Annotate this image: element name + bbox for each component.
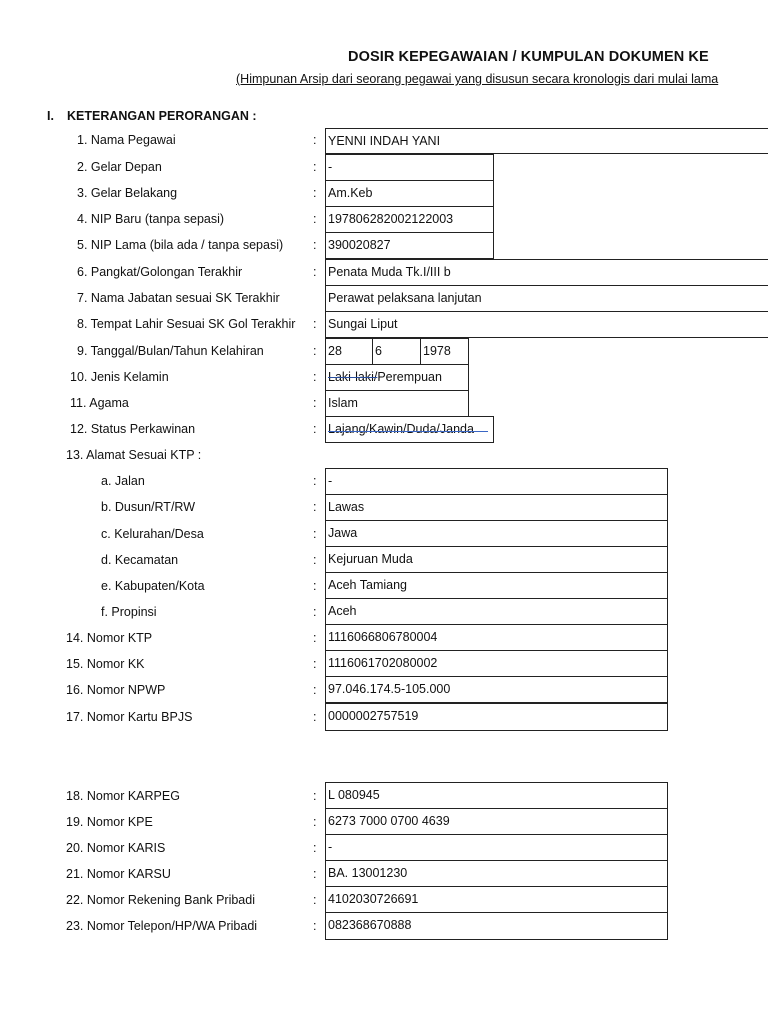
label-nomor-rekening: 22. Nomor Rekening Bank Pribadi: [66, 893, 255, 907]
value-nama-jabatan: Perawat pelaksana lanjutan: [325, 285, 768, 312]
label-nomor-karis: 20. Nomor KARIS: [66, 841, 166, 855]
value-tahun: 1978: [420, 338, 469, 365]
label-nomor-karpeg: 18. Nomor KARPEG: [66, 789, 180, 803]
section-title: KETERANGAN PERORANGAN :: [67, 109, 257, 123]
label-nomor-kpe: 19. Nomor KPE: [66, 815, 153, 829]
section-heading: [47, 109, 257, 123]
label-tempat-lahir: 8. Tempat Lahir Sesuai SK Gol Terakhir: [77, 317, 296, 331]
value-gelar-belakang: Am.Keb: [325, 180, 494, 207]
colon: :: [313, 160, 317, 174]
colon: :: [313, 789, 317, 803]
label-nip-lama: 5. NIP Lama (bila ada / tanpa sepasi): [77, 238, 284, 252]
label-status-perkawinan: 12. Status Perkawinan: [70, 422, 196, 436]
label-agama: 11. Agama: [70, 396, 129, 410]
value-nomor-ktp: 1116066806780004: [325, 624, 668, 651]
colon: :: [313, 841, 317, 855]
colon: :: [313, 710, 317, 724]
value-dusun: Lawas: [325, 494, 668, 521]
value-kelurahan: Jawa: [325, 520, 668, 547]
colon: :: [313, 657, 317, 671]
value-nomor-rekening: 4102030726691: [325, 886, 668, 913]
colon: :: [313, 422, 317, 436]
selected-option: Perempuan: [377, 370, 442, 384]
colon: :: [313, 867, 317, 881]
value-tanggal: 28: [325, 338, 373, 365]
value-gelar-depan: -: [325, 154, 494, 181]
colon: :: [313, 133, 317, 147]
document-title: DOSIR KEPEGAWAIAN / KUMPULAN DOKUMEN KE: [348, 49, 709, 65]
value-pangkat-golongan: Penata Muda Tk.I/III b: [325, 259, 768, 286]
value-bulan: 6: [372, 338, 421, 365]
label-jenis-kelamin: 10. Jenis Kelamin: [70, 370, 169, 384]
label-nip-baru: 4. NIP Baru (tanpa sepasi): [77, 212, 225, 226]
handwritten-strike-mark: [328, 431, 488, 432]
value-nomor-karpeg: L 080945: [325, 782, 668, 809]
colon: :: [313, 265, 317, 279]
value-nomor-npwp: 97.046.174.5-105.000: [325, 676, 668, 703]
value-tempat-lahir: Sungai Liput: [325, 311, 768, 338]
value-kecamatan: Kejuruan Muda: [325, 546, 668, 573]
section-number: I.: [47, 109, 54, 123]
colon: :: [313, 500, 317, 514]
colon: :: [313, 553, 317, 567]
label-nomor-bpjs: 17. Nomor Kartu BPJS: [66, 710, 193, 724]
value-nama-pegawai: YENNI INDAH YANI: [325, 128, 768, 154]
label-kecamatan: d. Kecamatan: [101, 553, 179, 567]
value-agama: Islam: [325, 390, 469, 417]
label-dusun: b. Dusun/RT/RW: [101, 500, 196, 514]
colon: :: [313, 474, 317, 488]
label-tanggal-lahir: 9. Tanggal/Bulan/Tahun Kelahiran: [77, 344, 264, 358]
label-nama-pegawai: 1. Nama Pegawai: [77, 133, 176, 147]
colon: :: [313, 527, 317, 541]
value-nomor-bpjs: 0000002757519: [325, 703, 668, 731]
label-nomor-ktp: 14. Nomor KTP: [66, 631, 153, 645]
label-kabupaten: e. Kabupaten/Kota: [101, 579, 205, 593]
label-nama-jabatan: 7. Nama Jabatan sesuai SK Terakhir: [77, 291, 280, 305]
colon: :: [313, 815, 317, 829]
value-kabupaten: Aceh Tamiang: [325, 572, 668, 599]
label-kelurahan: c. Kelurahan/Desa: [101, 527, 204, 541]
colon: :: [313, 919, 317, 933]
label-pangkat-golongan: 6. Pangkat/Golongan Terakhir: [77, 265, 243, 279]
value-jalan: -: [325, 468, 668, 495]
value-propinsi: Aceh: [325, 598, 668, 625]
value-nomor-kk: 1116061702080002: [325, 650, 668, 677]
value-nomor-telepon: 082368670888: [325, 912, 668, 940]
colon: :: [313, 186, 317, 200]
label-gelar-depan: 2. Gelar Depan: [77, 160, 162, 174]
colon: :: [313, 605, 317, 619]
label-nomor-npwp: 16. Nomor NPWP: [66, 683, 166, 697]
colon: :: [313, 631, 317, 645]
label-gelar-belakang: 3. Gelar Belakang: [77, 186, 178, 200]
colon: :: [313, 370, 317, 384]
value-nomor-kpe: 6273 7000 0700 4639: [325, 808, 668, 835]
colon: :: [313, 396, 317, 410]
colon: :: [313, 238, 317, 252]
label-nomor-telepon: 23. Nomor Telepon/HP/WA Pribadi: [66, 919, 258, 933]
struck-option: Laki-laki/: [328, 370, 378, 384]
colon: :: [313, 317, 317, 331]
value-status-perkawinan: Lajang/Kawin/Duda/Janda: [325, 416, 494, 443]
colon: :: [313, 579, 317, 593]
colon: :: [313, 893, 317, 907]
label-propinsi: f. Propinsi: [101, 605, 157, 619]
document-subtitle: (Himpunan Arsip dari seorang pegawai yang disusun secara kronologis dari mulai lama: [236, 72, 719, 86]
label-jalan: a. Jalan: [101, 474, 145, 488]
value-nip-lama: 390020827: [325, 232, 494, 259]
colon: :: [313, 212, 317, 226]
value-nip-baru: 197806282002122003: [325, 206, 494, 233]
label-alamat-ktp: 13. Alamat Sesuai KTP :: [66, 448, 202, 462]
colon: :: [313, 683, 317, 697]
value-nomor-karsu: BA. 13001230: [325, 860, 668, 887]
colon: :: [313, 344, 317, 358]
value-nomor-karis: -: [325, 834, 668, 861]
label-nomor-kk: 15. Nomor KK: [66, 657, 145, 671]
label-nomor-karsu: 21. Nomor KARSU: [66, 867, 171, 881]
value-jenis-kelamin: [325, 364, 469, 391]
